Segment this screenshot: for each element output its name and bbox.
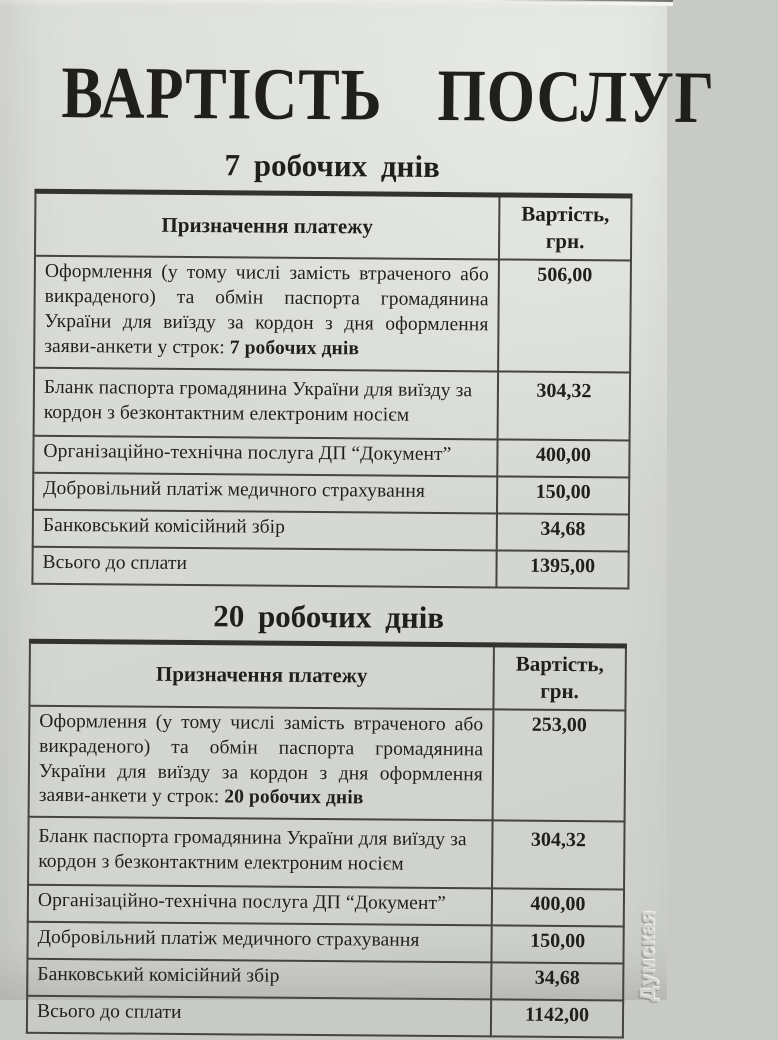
service-name-cell <box>29 705 494 820</box>
service-name-bold-term: 20 робочих днів <box>224 786 364 809</box>
table-header-row <box>35 192 631 261</box>
service-name-cell: Бланк паспорта громадянина України для виїзду за кордон з безконтактним електроним носієм <box>28 817 493 889</box>
column-header-cost: Вартість, грн. <box>493 645 626 710</box>
price-cell: 34,68 <box>497 513 629 551</box>
table-header-row <box>29 641 625 710</box>
table-row <box>34 368 631 441</box>
service-name-cell: Бланк паспорта громадянина України для виїзду за кордон з безконтактним електроним носієм <box>34 368 499 440</box>
watermark-dumskaya: Думская <box>636 910 659 1002</box>
table-row <box>28 817 625 890</box>
service-name-cell: Банковський комісійний збір <box>27 959 491 1000</box>
price-cell: 304,32 <box>492 821 625 890</box>
price-table-7-days <box>31 189 632 589</box>
column-header-purpose: Призначення платежу <box>29 641 493 709</box>
total-price-cell: 1395,00 <box>496 550 628 588</box>
table-row-total <box>32 546 628 588</box>
table-row <box>27 922 623 964</box>
service-name-cell: Організаційно-технічна послуга ДП “Документ” <box>28 885 492 926</box>
price-cell: 506,00 <box>498 260 631 373</box>
total-label-cell: Всього до сплати <box>27 996 491 1037</box>
table-row <box>28 885 624 927</box>
document-title <box>0 52 716 140</box>
table-row-total <box>27 996 623 1038</box>
table-row <box>29 705 626 821</box>
price-cell: 150,00 <box>491 926 623 964</box>
table-row <box>27 959 623 1001</box>
total-label-cell: Всього до сплати <box>32 546 496 587</box>
column-header-cost: Вартість, грн. <box>499 195 632 260</box>
price-cell: 34,68 <box>491 963 623 1001</box>
price-cell: 253,00 <box>493 709 626 822</box>
price-cell: 150,00 <box>497 476 629 514</box>
service-name-cell: Добровільний платіж медичного страхування <box>27 922 491 963</box>
service-name-text: Оформлення (у тому числі замість втраченого або викраденого) та обмін паспорта громадянина України для виїзду за кордон з дня оформлення заяви-анкети у строк: <box>44 260 489 359</box>
service-name-text: Оформлення (у тому числі замість втраченого або викраденого) та обмін паспорта громадянина України для виїзду за кордон з дня оформлення заяви-анкети у строк: <box>38 710 484 808</box>
table-row <box>33 436 629 478</box>
service-name-cell: Банковський комісійний збір <box>33 509 497 550</box>
service-name-bold-term: 7 робочих днів <box>229 337 360 360</box>
table-row <box>33 509 629 551</box>
total-price-cell: 1142,00 <box>491 1000 623 1038</box>
price-cell: 304,32 <box>498 371 631 440</box>
service-name-cell: Добровільний платіж медичного страхування <box>33 473 497 514</box>
service-name-cell <box>34 256 499 371</box>
document-title-text: ВАРТІСТЬ ПОСЛУГ <box>61 52 716 140</box>
table-row <box>33 473 629 515</box>
section-heading-20-days: 20 робочих днів <box>213 597 445 635</box>
column-header-purpose: Призначення платежу <box>35 192 499 260</box>
price-cell: 400,00 <box>497 439 629 477</box>
section-heading-7-days: 7 робочих днів <box>224 147 440 184</box>
table-row <box>34 256 631 372</box>
service-name-cell: Організаційно-технічна послуга ДП “Документ” <box>33 436 497 477</box>
price-table-20-days <box>26 639 627 1039</box>
price-cell: 400,00 <box>492 889 624 927</box>
